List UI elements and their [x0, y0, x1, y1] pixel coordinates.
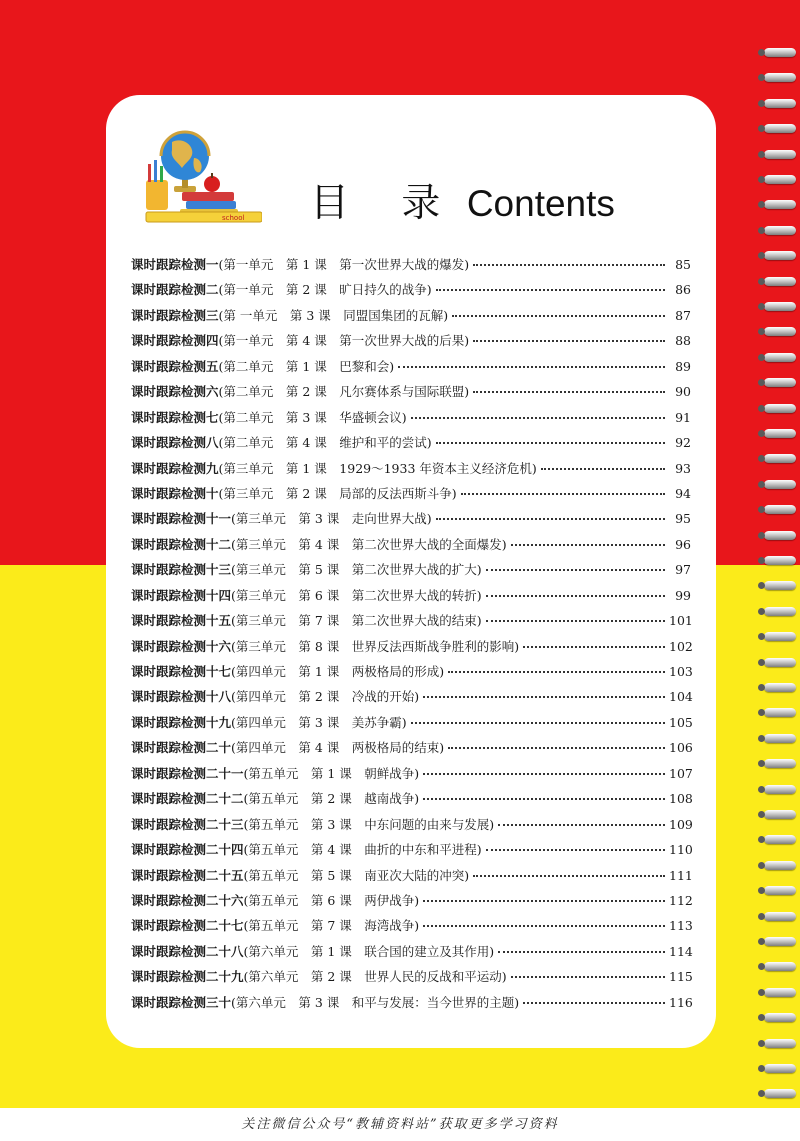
toc-entry-detail: (第三单元 第 2 课 局部的反法西斯斗争) — [218, 485, 457, 501]
toc-entry-detail: (第一单元 第 1 课 第一次世界大战的爆发) — [218, 257, 470, 272]
spiral-ring — [764, 404, 796, 413]
spiral-ring — [764, 962, 796, 971]
table-of-contents — [131, 255, 691, 1018]
spiral-ring — [764, 988, 796, 997]
toc-entry-page: 101 — [669, 613, 693, 629]
spiral-ring — [764, 226, 796, 235]
toc-entry-label: 课时跟踪检测六 — [131, 384, 219, 400]
toc-entry[interactable] — [131, 993, 691, 1018]
toc-entry[interactable] — [131, 535, 691, 560]
toc-entry-detail: (第一单元 第 2 课 旷日持久的战争) — [218, 282, 432, 298]
toc-entry-detail: (第五单元 第 2 课 越南战争) — [243, 791, 420, 807]
toc-entry-page: 97 — [675, 562, 691, 578]
toc-entry-page: 115 — [669, 969, 693, 985]
spiral-ring — [764, 1013, 796, 1022]
toc-entry-label: 课时跟踪检测十三 — [131, 562, 232, 578]
toc-entry[interactable] — [131, 738, 691, 763]
toc-leader-dots — [423, 924, 665, 927]
toc-entry-detail: (第六单元 第 3 课 和平与发展：当今世界的主题) — [231, 994, 520, 1010]
toc-entry[interactable] — [131, 280, 691, 305]
toc-entry[interactable] — [131, 408, 691, 433]
toc-entry-label: 课时跟踪检测二十 — [131, 740, 232, 756]
spiral-ring — [764, 150, 796, 159]
toc-entry-detail: (第二单元 第 4 课 维护和平的尝试) — [218, 435, 432, 451]
toc-entry-detail: (第五单元 第 4 课 曲折的中东和平进程) — [243, 842, 482, 858]
toc-leader-dots — [423, 899, 665, 902]
toc-leader-dots — [452, 314, 665, 317]
toc-entry-label: 课时跟踪检测二十一 — [131, 765, 244, 781]
spiral-ring — [764, 277, 796, 286]
toc-leader-dots — [486, 594, 665, 597]
title-english: Contents — [466, 183, 615, 224]
spiral-ring — [764, 937, 796, 946]
toc-leader-dots — [436, 441, 665, 444]
toc-entry[interactable] — [131, 840, 691, 865]
toc-entry-detail: (第三单元 第 3 课 走向世界大战) — [231, 511, 432, 527]
toc-entry-label: 课时跟踪检测十七 — [131, 664, 232, 679]
toc-entry-detail: (第 一单元 第 3 课 同盟国集团的瓦解) — [218, 307, 449, 323]
spiral-ring — [764, 99, 796, 108]
title-chinese: 目 录 — [310, 181, 461, 226]
toc-entry-page: 95 — [675, 511, 691, 527]
toc-entry-page: 113 — [669, 918, 693, 934]
toc-entry-page: 114 — [669, 943, 693, 959]
spiral-ring — [764, 124, 796, 133]
toc-leader-dots — [448, 670, 665, 673]
toc-entry-detail: (第五单元 第 5 课 南亚次大陆的冲突) — [243, 867, 470, 883]
toc-entry-label: 课时跟踪检测十五 — [131, 613, 232, 629]
toc-leader-dots — [473, 874, 665, 877]
spiral-ring — [764, 353, 796, 362]
toc-leader-dots — [486, 848, 665, 851]
toc-entry[interactable] — [131, 967, 691, 992]
toc-leader-dots — [498, 823, 665, 826]
spiral-ring — [764, 429, 796, 438]
toc-entry-page: 108 — [669, 791, 693, 807]
toc-entry-label: 课时跟踪检测二 — [131, 282, 219, 298]
toc-entry[interactable] — [131, 382, 691, 407]
toc-entry-label: 课时跟踪检测三十 — [131, 994, 232, 1010]
toc-entry-page: 103 — [669, 664, 693, 679]
spiral-ring — [764, 327, 796, 336]
spiral-binding — [756, 40, 800, 1100]
toc-entry-label: 课时跟踪检测八 — [131, 435, 219, 451]
toc-entry-page: 91 — [675, 409, 691, 425]
spiral-ring — [764, 1039, 796, 1048]
toc-leader-dots — [448, 746, 665, 749]
toc-leader-dots — [473, 263, 665, 266]
toc-entry-label: 课时跟踪检测十六 — [131, 638, 232, 654]
toc-entry[interactable] — [131, 687, 691, 712]
spiral-ring — [764, 531, 796, 540]
spiral-ring — [764, 302, 796, 311]
toc-entry[interactable] — [131, 560, 691, 585]
toc-leader-dots — [398, 365, 665, 368]
toc-entry-detail: (第三单元 第 5 课 第二次世界大战的扩大) — [231, 562, 482, 578]
toc-entry-page: 90 — [675, 384, 691, 400]
toc-entry-label: 课时跟踪检测一 — [131, 257, 219, 272]
spiral-ring — [764, 73, 796, 82]
toc-entry-label: 课时跟踪检测二十五 — [131, 867, 244, 883]
svg-text:school: school — [222, 214, 245, 222]
toc-entry-detail: (第二单元 第 1 课 巴黎和会) — [218, 358, 395, 374]
toc-entry-label: 课时跟踪检测四 — [131, 333, 219, 349]
toc-leader-dots — [423, 695, 665, 698]
spiral-ring — [764, 886, 796, 895]
toc-entry-detail: (第四单元 第 1 课 两极格局的形成) — [231, 664, 445, 679]
toc-entry-page: 104 — [669, 689, 693, 705]
toc-entry[interactable] — [131, 713, 691, 738]
spiral-ring — [764, 480, 796, 489]
spiral-ring — [764, 175, 796, 184]
spiral-ring — [764, 607, 796, 616]
toc-leader-dots — [523, 1001, 665, 1004]
toc-entry-label: 课时跟踪检测七 — [131, 409, 219, 425]
toc-leader-dots — [436, 288, 665, 291]
toc-entry-label: 课时跟踪检测二十七 — [131, 918, 244, 934]
toc-entry-detail: (第三单元 第 7 课 第二次世界大战的结束) — [231, 613, 482, 629]
toc-entry[interactable] — [131, 789, 691, 814]
toc-entry-page: 89 — [675, 358, 691, 374]
toc-entry-label: 课时跟踪检测二十六 — [131, 892, 244, 908]
toc-entry[interactable] — [131, 255, 691, 280]
toc-entry-page: 96 — [675, 536, 691, 552]
toc-entry-page: 102 — [669, 638, 693, 654]
toc-entry-page: 111 — [669, 867, 693, 883]
toc-entry[interactable] — [131, 306, 691, 331]
toc-entry[interactable] — [131, 764, 691, 789]
toc-entry-detail: (第六单元 第 2 课 世界人民的反战和平运动) — [243, 969, 507, 985]
toc-entry-label: 课时跟踪检测二十三 — [131, 816, 244, 832]
toc-entry-label: 课时跟踪检测九 — [131, 460, 219, 476]
spiral-ring — [764, 734, 796, 743]
toc-entry-page: 107 — [669, 765, 693, 781]
spiral-ring — [764, 454, 796, 463]
toc-entry-label: 课时跟踪检测十九 — [131, 714, 232, 730]
toc-entry-label: 课时跟踪检测十八 — [131, 689, 232, 705]
toc-entry-page: 116 — [669, 994, 693, 1010]
toc-entry-detail: (第五单元 第 7 课 海湾战争) — [243, 918, 420, 934]
spiral-ring — [764, 505, 796, 514]
toc-entry[interactable] — [131, 942, 691, 967]
spiral-ring — [764, 378, 796, 387]
toc-entry-page: 109 — [669, 816, 693, 832]
toc-entry-label: 课时跟踪检测五 — [131, 358, 219, 374]
spiral-ring — [764, 556, 796, 565]
toc-entry[interactable] — [131, 815, 691, 840]
toc-entry[interactable] — [131, 509, 691, 534]
toc-entry-page: 92 — [675, 435, 691, 451]
toc-entry[interactable] — [131, 459, 691, 484]
toc-entry-label: 课时跟踪检测二十八 — [131, 943, 244, 959]
toc-entry-detail: (第四单元 第 4 课 两极格局的结束) — [231, 740, 445, 756]
toc-leader-dots — [423, 772, 665, 775]
toc-leader-dots — [511, 543, 665, 546]
spiral-ring — [764, 785, 796, 794]
spiral-ring — [764, 581, 796, 590]
toc-entry[interactable] — [131, 916, 691, 941]
toc-entry[interactable] — [131, 357, 691, 382]
toc-entry-label: 课时跟踪检测二十二 — [131, 791, 244, 807]
toc-entry[interactable] — [131, 586, 691, 611]
toc-entry[interactable] — [131, 484, 691, 509]
spiral-ring — [764, 658, 796, 667]
toc-leader-dots — [423, 797, 665, 800]
toc-entry-detail: (第二单元 第 2 课 凡尔赛体系与国际联盟) — [218, 384, 470, 400]
toc-entry-page: 106 — [669, 740, 693, 756]
toc-leader-dots — [498, 950, 665, 953]
spiral-ring — [764, 1064, 796, 1073]
spiral-ring — [764, 810, 796, 819]
toc-entry[interactable] — [131, 611, 691, 636]
toc-leader-dots — [523, 645, 665, 648]
toc-entry-page: 88 — [675, 333, 691, 349]
spiral-ring — [764, 861, 796, 870]
toc-entry-detail: (第三单元 第 4 课 第二次世界大战的全面爆发) — [231, 536, 507, 552]
toc-entry-label: 课时跟踪检测十二 — [131, 536, 232, 552]
toc-entry[interactable] — [131, 433, 691, 458]
toc-entry-detail: (第三单元 第 1 课 1929～1933 年资本主义经济危机) — [218, 460, 537, 476]
toc-entry-page: 110 — [669, 842, 693, 858]
spiral-ring — [764, 251, 796, 260]
toc-entry-page: 112 — [669, 892, 693, 908]
toc-leader-dots — [436, 517, 665, 520]
footer-note: 关注微信公众号“教辅资料站”获取更多学习资料 — [241, 1117, 559, 1132]
toc-entry-page: 94 — [675, 485, 691, 501]
toc-entry[interactable] — [131, 866, 691, 891]
toc-entry-label: 课时跟踪检测三 — [131, 307, 219, 323]
toc-entry-page: 86 — [675, 282, 691, 298]
toc-entry-detail: (第四单元 第 3 课 美苏争霸) — [231, 714, 407, 730]
spiral-ring — [764, 1089, 796, 1098]
toc-entry[interactable] — [131, 891, 691, 916]
toc-leader-dots — [541, 467, 665, 470]
toc-entry-detail: (第一单元 第 4 课 第一次世界大战的后果) — [218, 333, 470, 349]
toc-leader-dots — [473, 390, 665, 393]
toc-entry-detail: (第三单元 第 6 课 第二次世界大战的转折) — [231, 587, 482, 603]
toc-leader-dots — [461, 492, 665, 495]
toc-entry-label: 课时跟踪检测十 — [131, 485, 219, 501]
toc-entry-detail: (第三单元 第 8 课 世界反法西斯战争胜利的影响) — [231, 638, 520, 654]
spiral-ring — [764, 759, 796, 768]
toc-entry-detail: (第六单元 第 1 课 联合国的建立及其作用) — [243, 943, 495, 959]
toc-entry[interactable] — [131, 331, 691, 356]
toc-entry-detail: (第五单元 第 1 课 朝鲜战争) — [243, 765, 420, 781]
toc-leader-dots — [486, 619, 665, 622]
toc-entry-label: 课时跟踪检测十四 — [131, 587, 232, 603]
page-title — [310, 172, 615, 232]
toc-entry-page: 93 — [675, 460, 691, 476]
toc-entry-page: 85 — [675, 257, 691, 272]
toc-entry-detail: (第五单元 第 3 课 中东问题的由来与发展) — [243, 816, 495, 832]
toc-entry-page: 105 — [669, 714, 693, 730]
spiral-ring — [764, 683, 796, 692]
toc-leader-dots — [411, 721, 665, 724]
toc-entry-detail: (第五单元 第 6 课 两伊战争) — [243, 892, 420, 908]
toc-entry-label: 课时跟踪检测十一 — [131, 511, 232, 527]
toc-entry[interactable] — [131, 637, 691, 662]
spiral-ring — [764, 835, 796, 844]
toc-leader-dots — [411, 416, 665, 419]
toc-entry[interactable] — [131, 662, 691, 687]
toc-leader-dots — [486, 568, 665, 571]
globe-books-clipart-icon — [136, 128, 262, 224]
toc-entry-label: 课时跟踪检测二十九 — [131, 969, 244, 985]
toc-leader-dots — [511, 975, 665, 978]
toc-entry-page: 99 — [675, 587, 691, 603]
toc-entry-page: 87 — [675, 307, 691, 323]
toc-leader-dots — [473, 339, 665, 342]
toc-entry-label: 课时跟踪检测二十四 — [131, 842, 244, 858]
spiral-ring — [764, 200, 796, 209]
toc-entry-detail: (第四单元 第 2 课 冷战的开始) — [231, 689, 420, 705]
spiral-ring — [764, 912, 796, 921]
spiral-ring — [764, 708, 796, 717]
spiral-ring — [764, 48, 796, 57]
toc-entry-detail: (第二单元 第 3 课 华盛顿会议) — [218, 409, 407, 425]
spiral-ring — [764, 632, 796, 641]
